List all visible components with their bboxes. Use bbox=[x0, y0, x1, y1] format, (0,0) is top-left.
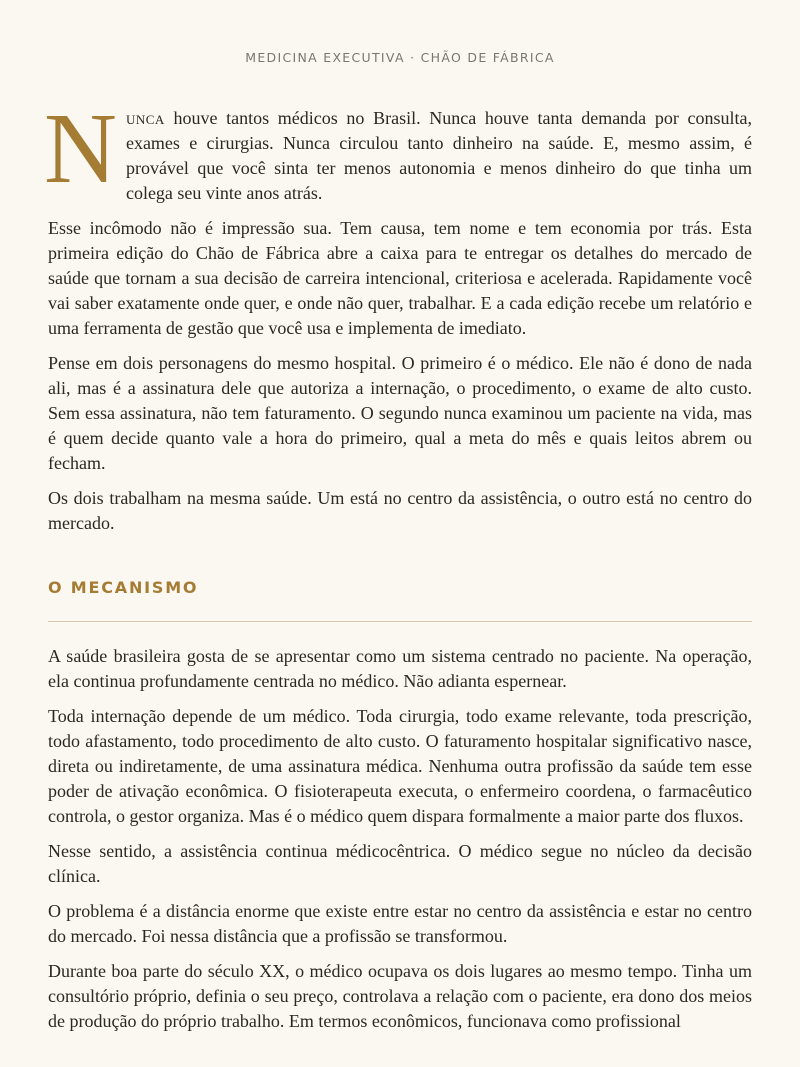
section-paragraph-4: O problema é a distância enorme que existe entre estar no centro da assistência e estar no centro do mercado. Foi nessa distância que a profissão se transformou. bbox=[48, 901, 752, 946]
intro-paragraph-4: Os dois trabalham na mesma saúde. Um está no centro da assistência, o outro está no centro do mercado. bbox=[48, 488, 752, 533]
section-paragraph-1: A saúde brasileira gosta de se apresentar como um sistema centrado no paciente. Na operação, ela continua profundamente centrada no médico. Não adianta espernear. bbox=[48, 646, 752, 691]
intro-paragraph-2: Esse incômodo não é impressão sua. Tem causa, tem nome e tem economia por trás. Esta primeira edição do Chão de Fábrica abre a caixa para te entregar os detalhes do mercado de saúde que tornam a sua decisão de carreira intencional, criteriosa e acelerada. Rapidamente você vai saber exatamente onde quer, e onde não quer, trabalhar. E a cada edição recebe um relatório e uma ferramenta de gestão que você usa e implementa de imediato. bbox=[48, 218, 752, 338]
intro-paragraph-3: Pense em dois personagens do mesmo hospital. O primeiro é o médico. Ele não é dono de nada ali, mas é a assinatura dele que autoriza a internação, o procedimento, o exame de alto custo. Sem essa assinatura, não tem faturamento. O segundo nunca examinou um paciente na vida, mas é quem decide quanto vale a hora do primeiro, qual a meta do mês e quais leitos abrem ou fecham. bbox=[48, 353, 752, 473]
lead-smallcaps: unca bbox=[125, 108, 165, 128]
intro-paragraph-1 bbox=[44, 92, 752, 206]
running-header: MEDICINA EXECUTIVA · CHÃO DE FÁBRICA bbox=[245, 50, 555, 65]
section-paragraph-2: Toda internação depende de um médico. Toda cirurgia, todo exame relevante, toda prescrição, todo afastamento, todo procedimento de alto custo. O faturamento hospitalar significativo nasce, direta ou indiretamente, de uma assinatura médica. Nenhuma outra profissão da saúde tem esse poder de ativação econômica. O fisioterapeuta executa, o enfermeiro coordena, o farmacêutico controla, o gestor organiza. Mas é o médico quem dispara formalmente a maior parte dos fluxos. bbox=[48, 706, 752, 826]
drop-cap: N bbox=[44, 92, 117, 204]
intro-paragraph-1-text: houve tantos médicos no Brasil. Nunca houve tanta demanda por consulta, exames e cirurgias. Nunca circulou tanto dinheiro na saúde. E, mesmo assim, é provável que você sinta ter menos autonomia e menos dinheiro do que tinha um colega seu vinte anos atrás. bbox=[125, 108, 752, 203]
article-body bbox=[44, 92, 752, 1044]
section-divider bbox=[48, 621, 752, 622]
section-paragraph-3: Nesse sentido, a assistência continua médicocêntrica. O médico segue no núcleo da decisão clínica. bbox=[48, 841, 752, 886]
section-heading: O MECANISMO bbox=[48, 578, 199, 597]
section-paragraph-5: Durante boa parte do século XX, o médico ocupava os dois lugares ao mesmo tempo. Tinha um consultório próprio, definia o seu preço, controlava a relação com o paciente, era dono dos meios de produção do próprio trabalho. Em termos econômicos, funcionava como profissional bbox=[48, 961, 752, 1031]
